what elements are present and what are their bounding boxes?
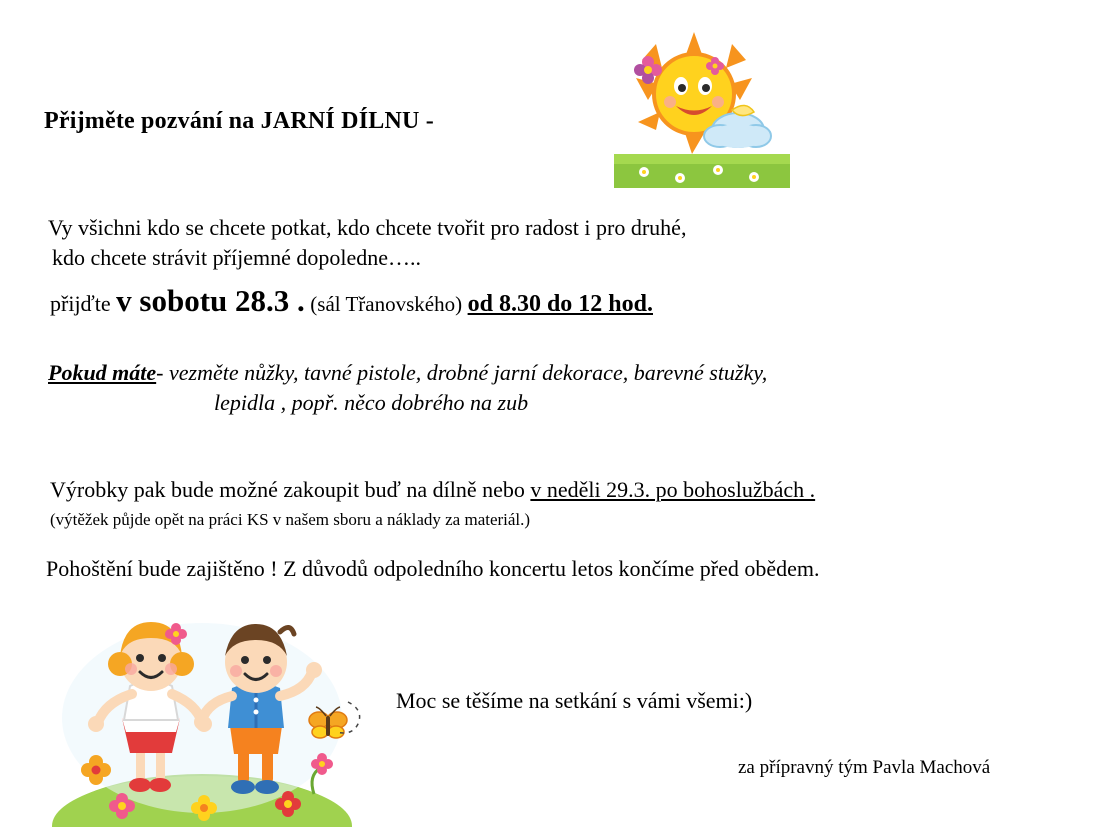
signature-line: za přípravný tým Pavla Machová [738,757,991,778]
when-date: v sobotu 28.3 . [116,283,305,318]
refreshments-line: Pohoštění bude zajištěno ! Z důvodů odpoledního koncertu letos končíme před obědem. [46,556,820,581]
sale-note: (výtěžek půjde opět na práci KS v našem sboru a náklady za materiál.) [50,510,531,529]
bring-lead: Pokud máte [48,360,157,385]
sun-illustration [614,26,790,188]
when-place: (sál Třanovského) [310,292,463,316]
sale-date: v neděli 29.3. po bohoslužbách . [530,477,816,502]
when-prefix: přijďte [50,291,111,316]
intro-line-1: Vy všichni kdo se chcete potkat, kdo chcete tvořit pro radost i pro druhé, [48,215,687,240]
page-title: Přijměte pozvání na JARNÍ DÍLNU - [44,108,434,134]
sale-text: Výrobky pak bude možné zakoupit buď na dílně nebo [50,477,531,502]
intro-line-2: kdo chcete strávit příjemné dopoledne….. [52,245,421,270]
kids-illustration [52,598,382,827]
bring-line-2: lepidla , popř. něco dobrého na zub [214,390,529,415]
event-when-line [50,283,653,319]
children-icon [52,598,382,827]
bring-line-1 [48,360,767,386]
closing-line: Moc se těšíme na setkání s vámi všemi:) [396,688,753,713]
sale-line [50,477,815,503]
bring-rest: - vezměte nůžky, tavné pistole, drobné jarní dekorace, barevné stužky, [156,360,768,385]
when-time: od 8.30 do 12 hod. [467,291,653,317]
sun-icon [614,26,790,188]
